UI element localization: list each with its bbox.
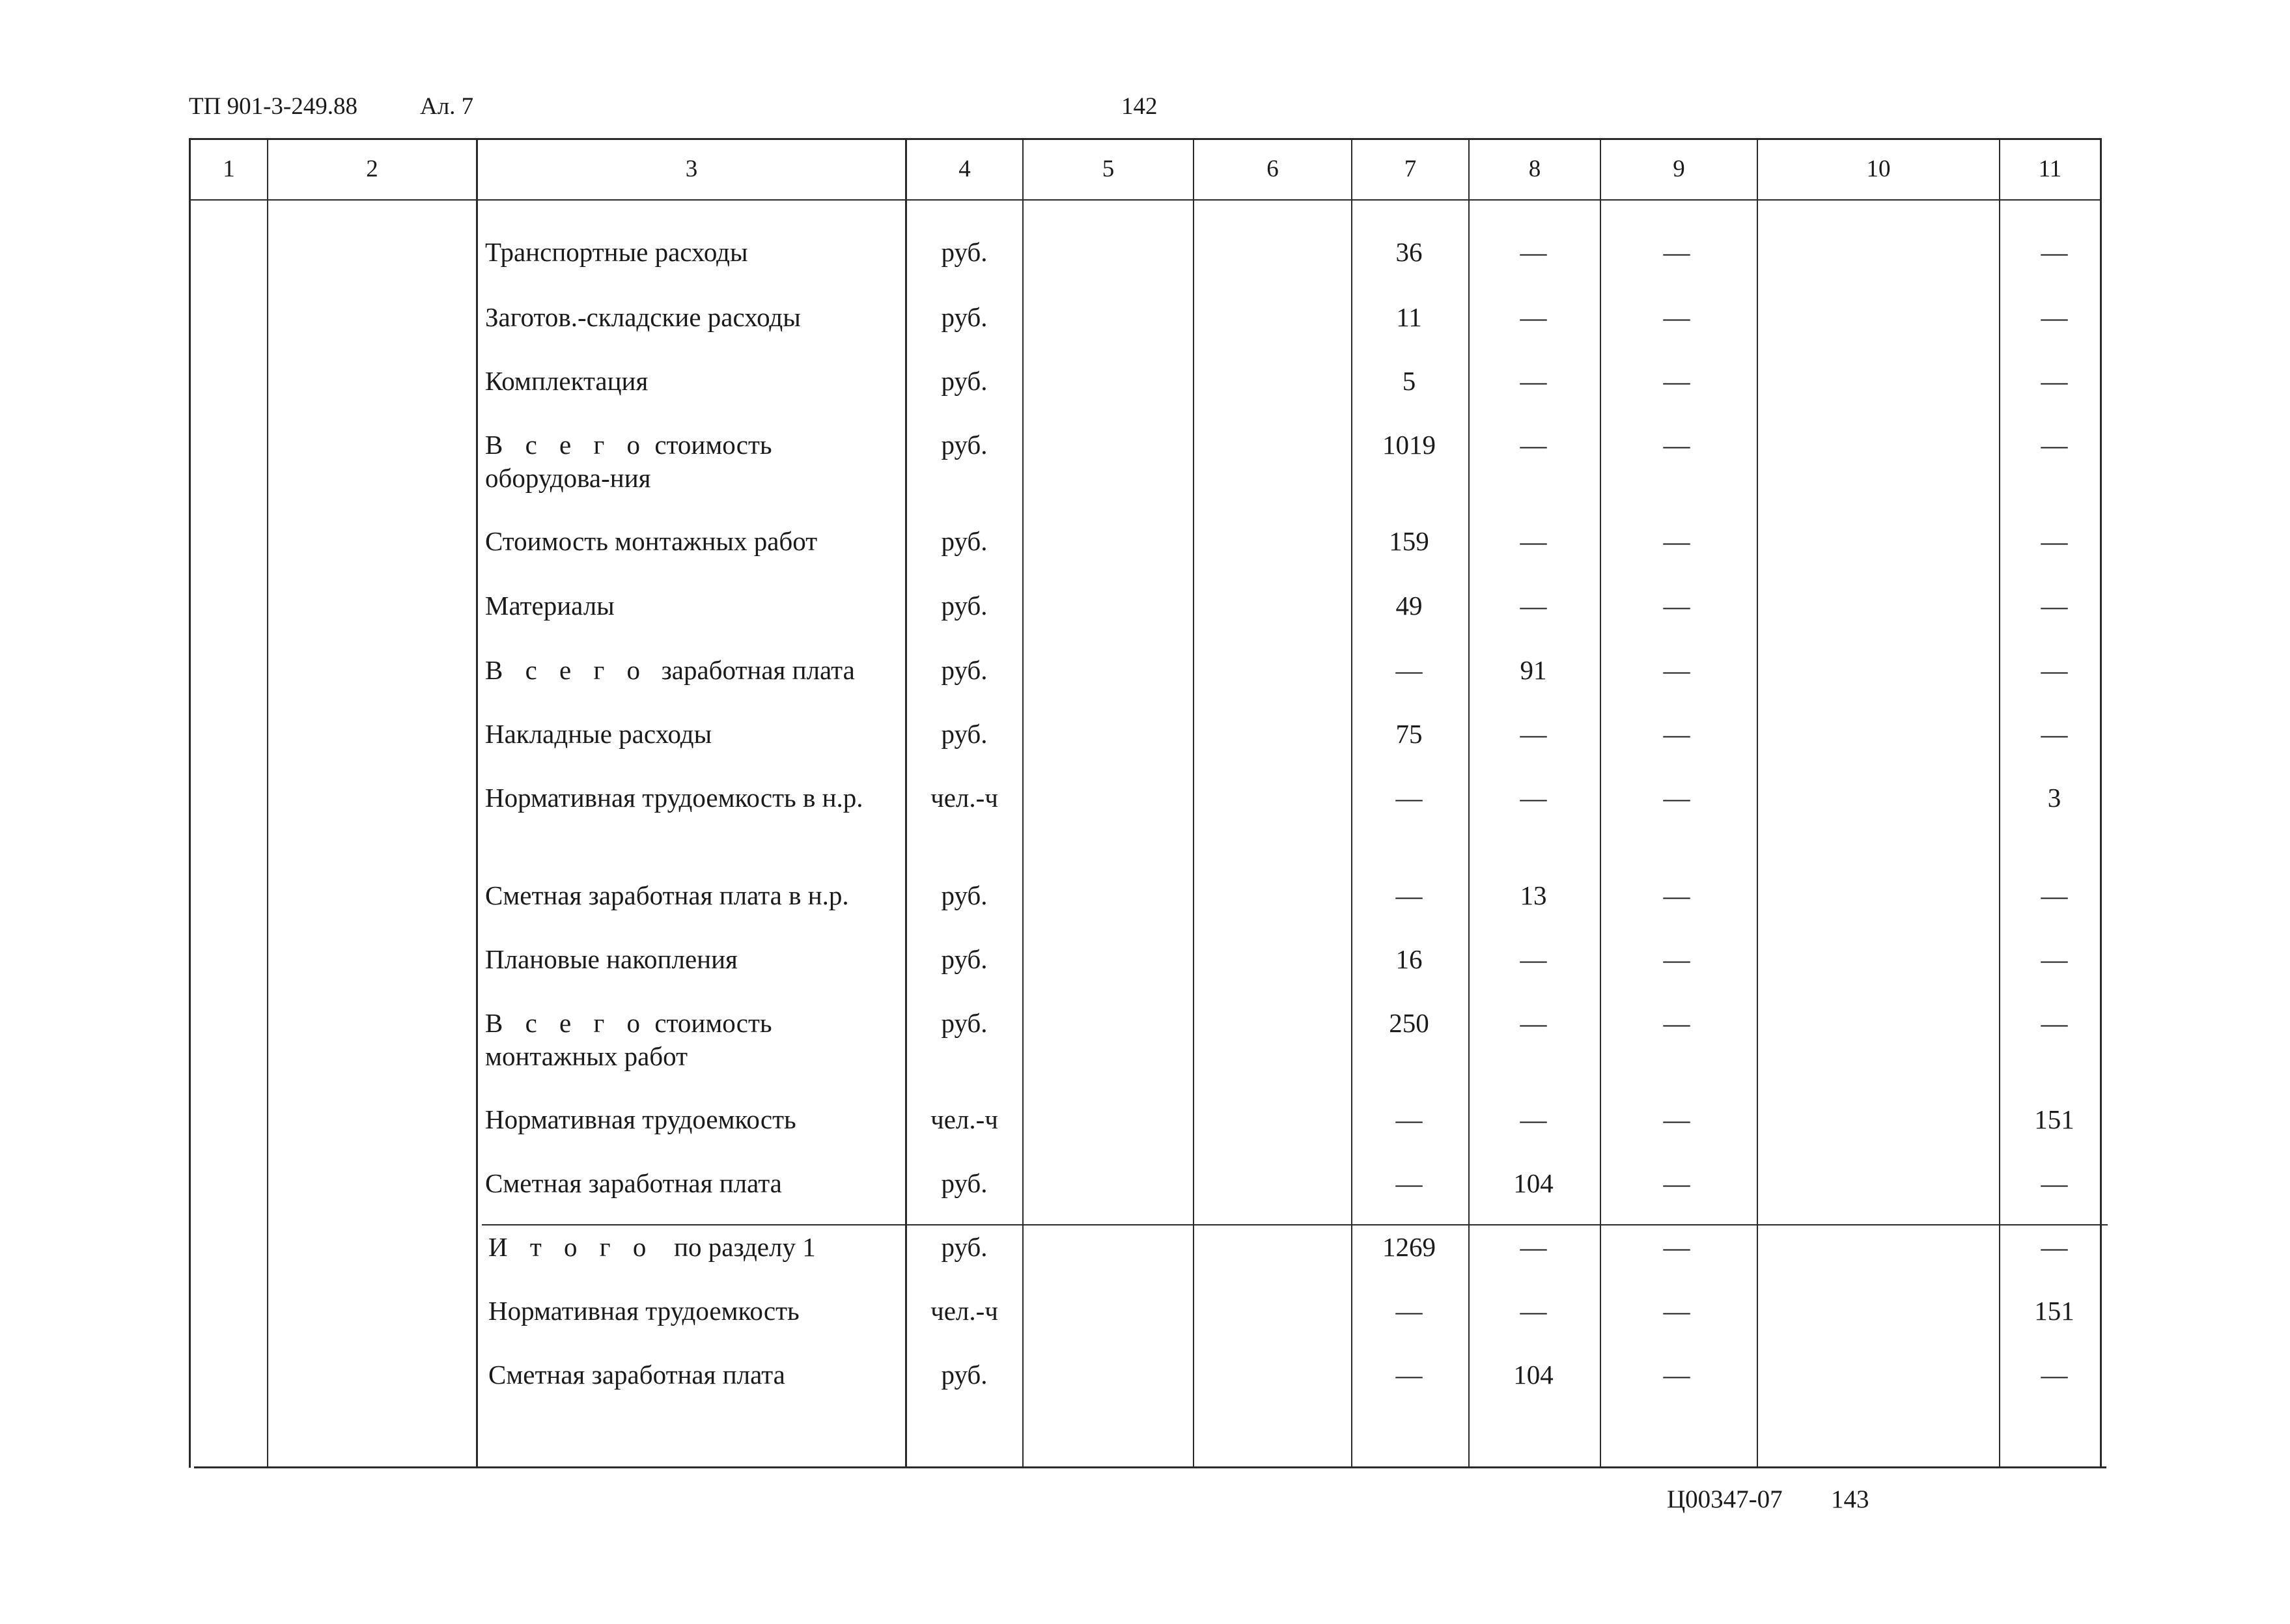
spaced-word: В с е г о xyxy=(485,655,649,685)
unit-cell: руб. xyxy=(941,1232,988,1262)
col11-value: — xyxy=(2041,1168,2068,1198)
col9-value: — xyxy=(1663,783,1690,813)
table-bottom-border xyxy=(194,1466,2106,1468)
column-number: 5 xyxy=(1102,156,1115,182)
col11-value: — xyxy=(2041,366,2068,396)
col7-value: 1019 xyxy=(1382,430,1436,460)
col-line-9 xyxy=(1757,138,1758,1468)
unit-cell: чел.-ч xyxy=(930,783,998,813)
col7-value: — xyxy=(1395,880,1423,910)
col9-value: — xyxy=(1663,1296,1690,1326)
unit-cell: руб. xyxy=(941,880,988,910)
col9-value: — xyxy=(1663,430,1690,460)
col11-value: — xyxy=(2041,1232,2068,1262)
col9-value: — xyxy=(1663,1168,1690,1198)
col8-value: 13 xyxy=(1520,880,1547,910)
item-name-rest: по разделу 1 xyxy=(654,1232,816,1262)
col9-value: — xyxy=(1663,1104,1690,1134)
footer-code: Ц00347-07 xyxy=(1667,1485,1783,1513)
item-name: Сметная заработная плата в н.р. xyxy=(485,880,849,910)
unit-cell: руб. xyxy=(941,1008,988,1038)
col9-value: — xyxy=(1663,944,1690,974)
unit-cell: руб. xyxy=(941,1360,988,1390)
spaced-word: В с е г о xyxy=(485,1008,649,1038)
column-number: 3 xyxy=(685,156,698,182)
item-name-rest: стоимость оборудова-ния xyxy=(485,430,772,494)
col9-value: — xyxy=(1663,526,1690,556)
document-code: ТП 901-3-249.88 xyxy=(189,93,357,120)
col8-value: — xyxy=(1520,430,1547,460)
col7-value: 75 xyxy=(1395,719,1423,749)
item-name: Заготов.-складские расходы xyxy=(485,302,801,332)
col11-value: — xyxy=(2041,526,2068,556)
item-name: Нормативная трудоемкость xyxy=(485,1104,796,1134)
unit-cell: руб. xyxy=(941,719,988,749)
col8-value: 104 xyxy=(1513,1168,1554,1198)
footer-page: 143 xyxy=(1831,1485,1869,1513)
col-line-5 xyxy=(1193,138,1194,1468)
col-line-10 xyxy=(1999,138,2000,1468)
col7-value: 49 xyxy=(1395,591,1423,621)
unit-cell: руб. xyxy=(941,944,988,974)
item-name: Нормативная трудоемкость xyxy=(488,1296,800,1326)
col11-value: — xyxy=(2041,1360,2068,1390)
unit-cell: руб. xyxy=(941,302,988,332)
col7-value: — xyxy=(1395,1360,1423,1390)
col7-value: — xyxy=(1395,783,1423,813)
item-name: Нормативная трудоемкость в н.р. xyxy=(485,783,863,813)
item-name: Комплектация xyxy=(485,366,649,396)
album-number: Ал. 7 xyxy=(420,93,474,120)
spaced-word: В с е г о xyxy=(485,430,649,460)
col8-value: 104 xyxy=(1513,1360,1554,1390)
col7-value: 16 xyxy=(1395,944,1423,974)
col8-value: — xyxy=(1520,1008,1547,1038)
col11-value: — xyxy=(2041,655,2068,685)
unit-cell: руб. xyxy=(941,430,988,460)
column-number: 9 xyxy=(1673,156,1685,182)
col9-value: — xyxy=(1663,880,1690,910)
column-number: 1 xyxy=(223,156,235,182)
item-name: Сметная заработная плата xyxy=(485,1168,782,1198)
col8-value: 91 xyxy=(1520,655,1547,685)
item-name: Стоимость монтажных работ xyxy=(485,526,818,556)
col9-value: — xyxy=(1663,1360,1690,1390)
item-name xyxy=(485,428,902,496)
unit-cell: руб. xyxy=(941,237,988,267)
col7-value: — xyxy=(1395,1296,1423,1326)
column-number: 4 xyxy=(958,156,971,182)
col8-value: — xyxy=(1520,1104,1547,1134)
col7-value: 250 xyxy=(1389,1008,1429,1038)
col8-value: — xyxy=(1520,1232,1547,1262)
unit-cell: чел.-ч xyxy=(930,1104,998,1134)
item-name: Плановые накопления xyxy=(485,944,738,974)
col11-value: 3 xyxy=(2047,783,2061,813)
col8-value: — xyxy=(1520,1296,1547,1326)
unit-cell: руб. xyxy=(941,655,988,685)
col9-value: — xyxy=(1663,237,1690,267)
col9-value: — xyxy=(1663,366,1690,396)
item-name xyxy=(485,1007,902,1074)
col11-value: — xyxy=(2041,719,2068,749)
col8-value: — xyxy=(1520,591,1547,621)
col7-value: 5 xyxy=(1402,366,1416,396)
col7-value: 159 xyxy=(1389,526,1429,556)
column-number: 11 xyxy=(2038,156,2062,182)
col9-value: — xyxy=(1663,1232,1690,1262)
col11-value: — xyxy=(2041,302,2068,332)
col8-value: — xyxy=(1520,783,1547,813)
spaced-word: И т о г о xyxy=(488,1232,654,1262)
col8-value: — xyxy=(1520,366,1547,396)
col7-value: 1269 xyxy=(1382,1232,1436,1262)
item-name: Материалы xyxy=(485,591,615,621)
col11-value: — xyxy=(2041,944,2068,974)
col8-value: — xyxy=(1520,302,1547,332)
item-name-rest: стоимость монтажных работ xyxy=(485,1008,772,1072)
column-number: 2 xyxy=(366,156,378,182)
column-number: 8 xyxy=(1528,156,1541,182)
col11-value: — xyxy=(2041,880,2068,910)
page-number: 142 xyxy=(1121,93,1158,120)
col11-value: — xyxy=(2041,591,2068,621)
col9-value: — xyxy=(1663,719,1690,749)
col-line-0 xyxy=(189,138,191,1468)
col8-value: — xyxy=(1520,719,1547,749)
unit-cell: руб. xyxy=(941,1168,988,1198)
item-name: Накладные расходы xyxy=(485,719,712,749)
col8-value: — xyxy=(1520,526,1547,556)
col8-value: — xyxy=(1520,237,1547,267)
column-number: 7 xyxy=(1404,156,1417,182)
col7-value: 11 xyxy=(1396,302,1422,332)
column-number: 10 xyxy=(1866,156,1891,182)
col9-value: — xyxy=(1663,655,1690,685)
item-name: Сметная заработная плата xyxy=(488,1360,785,1390)
col11-value: 151 xyxy=(2034,1104,2074,1134)
col11-value: — xyxy=(2041,1008,2068,1038)
col9-value: — xyxy=(1663,591,1690,621)
total-separator xyxy=(482,1224,2108,1225)
item-name-rest: заработная плата xyxy=(648,655,855,685)
col9-value: — xyxy=(1663,302,1690,332)
col8-value: — xyxy=(1520,944,1547,974)
column-number: 6 xyxy=(1266,156,1279,182)
col7-value: — xyxy=(1395,1168,1423,1198)
item-name xyxy=(485,654,902,687)
unit-cell: руб. xyxy=(941,591,988,621)
col7-value: — xyxy=(1395,655,1423,685)
unit-cell: руб. xyxy=(941,366,988,396)
item-name: Транспортные расходы xyxy=(485,237,748,267)
col7-value: 36 xyxy=(1395,237,1423,267)
col11-value: — xyxy=(2041,237,2068,267)
col-line-2 xyxy=(476,138,478,1468)
col7-value: — xyxy=(1395,1104,1423,1134)
col11-value: 151 xyxy=(2034,1296,2074,1326)
unit-cell: чел.-ч xyxy=(930,1296,998,1326)
col-line-4 xyxy=(1022,138,1024,1468)
col-line-1 xyxy=(267,138,268,1468)
col9-value: — xyxy=(1663,1008,1690,1038)
item-name xyxy=(488,1231,905,1264)
col11-value: — xyxy=(2041,430,2068,460)
unit-cell: руб. xyxy=(941,526,988,556)
